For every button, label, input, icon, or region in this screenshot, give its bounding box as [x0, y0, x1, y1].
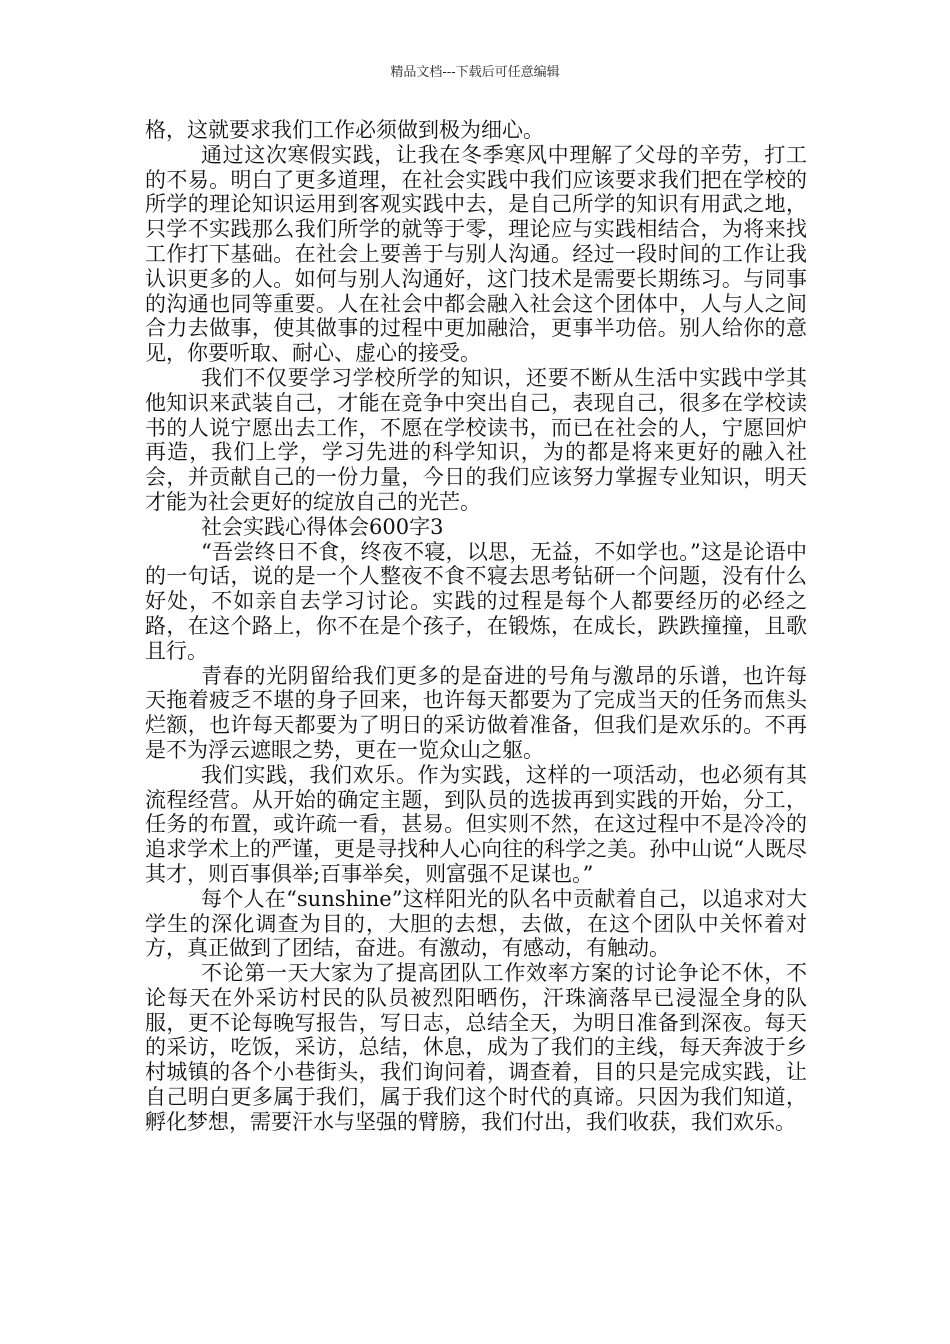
paragraph-3: 我们不仅要学习学校所学的知识，还要不断从生活中实践中学其他知识来武装自己，才能在竞争中突出自己，表现自己，很多在学校读书的人说宁愿出去工作，不愿在学校读书，而已在社会的人，宁愿回炉再造，我们上学，学习先进的科学知识，为的都是将来更好的融入社会，并贡献自己的一份力量，今日的我们应该努力掌握专业知识，明天才能为社会更好的绽放自己的光芒。: [145, 365, 807, 514]
page-header: 精品文档---下载后可任意编辑: [390, 65, 560, 80]
paragraph-6: 我们实践，我们欢乐。作为实践，这样的一项活动，也必须有其流程经营。从开始的确定主题，到队员的选拔再到实践的开始，分工，任务的布置，或许疏一看，甚易。但实则不然，在这过程中不是冷冷的追求学术上的严谨，更是寻找种人心向往的科学之美。孙中山说“人既尽其才，则百事俱举;百事举矣，则富强不足谋也。”: [145, 762, 807, 886]
paragraph-5: 青春的光阴留给我们更多的是奋进的号角与激昂的乐谱，也许每天拖着疲乏不堪的身子回来，也许每天都要为了完成当天的任务而焦头烂额，也许每天都要为了明日的采访做着准备，但我们是欢乐的。不再是不为浮云遮眼之势，更在一览众山之躯。: [145, 663, 807, 762]
paragraph-8: 不论第一天大家为了提高团队工作效率方案的讨论争论不休，不论每天在外采访村民的队员被烈阳晒伤，汗珠滴落早已浸湿全身的队服，更不论每晚写报告，写日志，总结全天，为明日准备到深夜。每天的采访，吃饭，采访，总结，休息，成为了我们的主线，每天奔波于乡村城镇的各个小巷街头，我们询问着，调查着，目的只是完成实践，让自己明白更多属于我们，属于我们这个时代的真谛。只因为我们知道，孵化梦想，需要汗水与坚强的臂膀，我们付出，我们收获，我们欢乐。: [145, 961, 807, 1134]
paragraph-4: “吾尝终日不食，终夜不寝，以思，无益，不如学也。”这是论语中的一句话，说的是一个人整夜不食不寝去思考钻研一个问题，没有什么好处，不如亲自去学习讨论。实践的过程是每个人都要经历的必经之路，在这个路上，你不在是个孩子，在锻炼，在成长，跌跌撞撞，且歌且行。: [145, 539, 807, 663]
paragraph-1: 格，这就要求我们工作必须做到极为细心。: [145, 118, 544, 142]
paragraph-2: 通过这次寒假实践，让我在冬季寒风中理解了父母的辛劳，打工的不易。明白了更多道理，在社会实践中我们应该要求我们把在学校的所学的理论知识运用到客观实践中去，是自己所学的知识有用武之地，只学不实践那么我们所学的就等于零，理论应与实践相结合，为将来找工作打下基础。在社会上要善于与别人沟通。经过一段时间的工作让我认识更多的人。如何与别人沟通好，这门技术是需要长期练习。与同事的沟通也同等重要。人在社会中都会融入社会这个团体中，人与人之间合力去做事，使其做事的过程中更加融洽，更事半功倍。别人给你的意见，你要听取、耐心、虚心的接受。: [145, 142, 807, 366]
document-body: [145, 118, 807, 1135]
section-heading: 社会实践心得体会600字3: [201, 514, 444, 539]
paragraph-7: 每个人在“sunshine”这样阳光的队名中贡献着自己，以追求对大学生的深化调查为目的，大胆的去想，去做，在这个团队中关怀着对方，真正做到了团结，奋进。有激动，有感动，有触动。: [145, 886, 807, 961]
